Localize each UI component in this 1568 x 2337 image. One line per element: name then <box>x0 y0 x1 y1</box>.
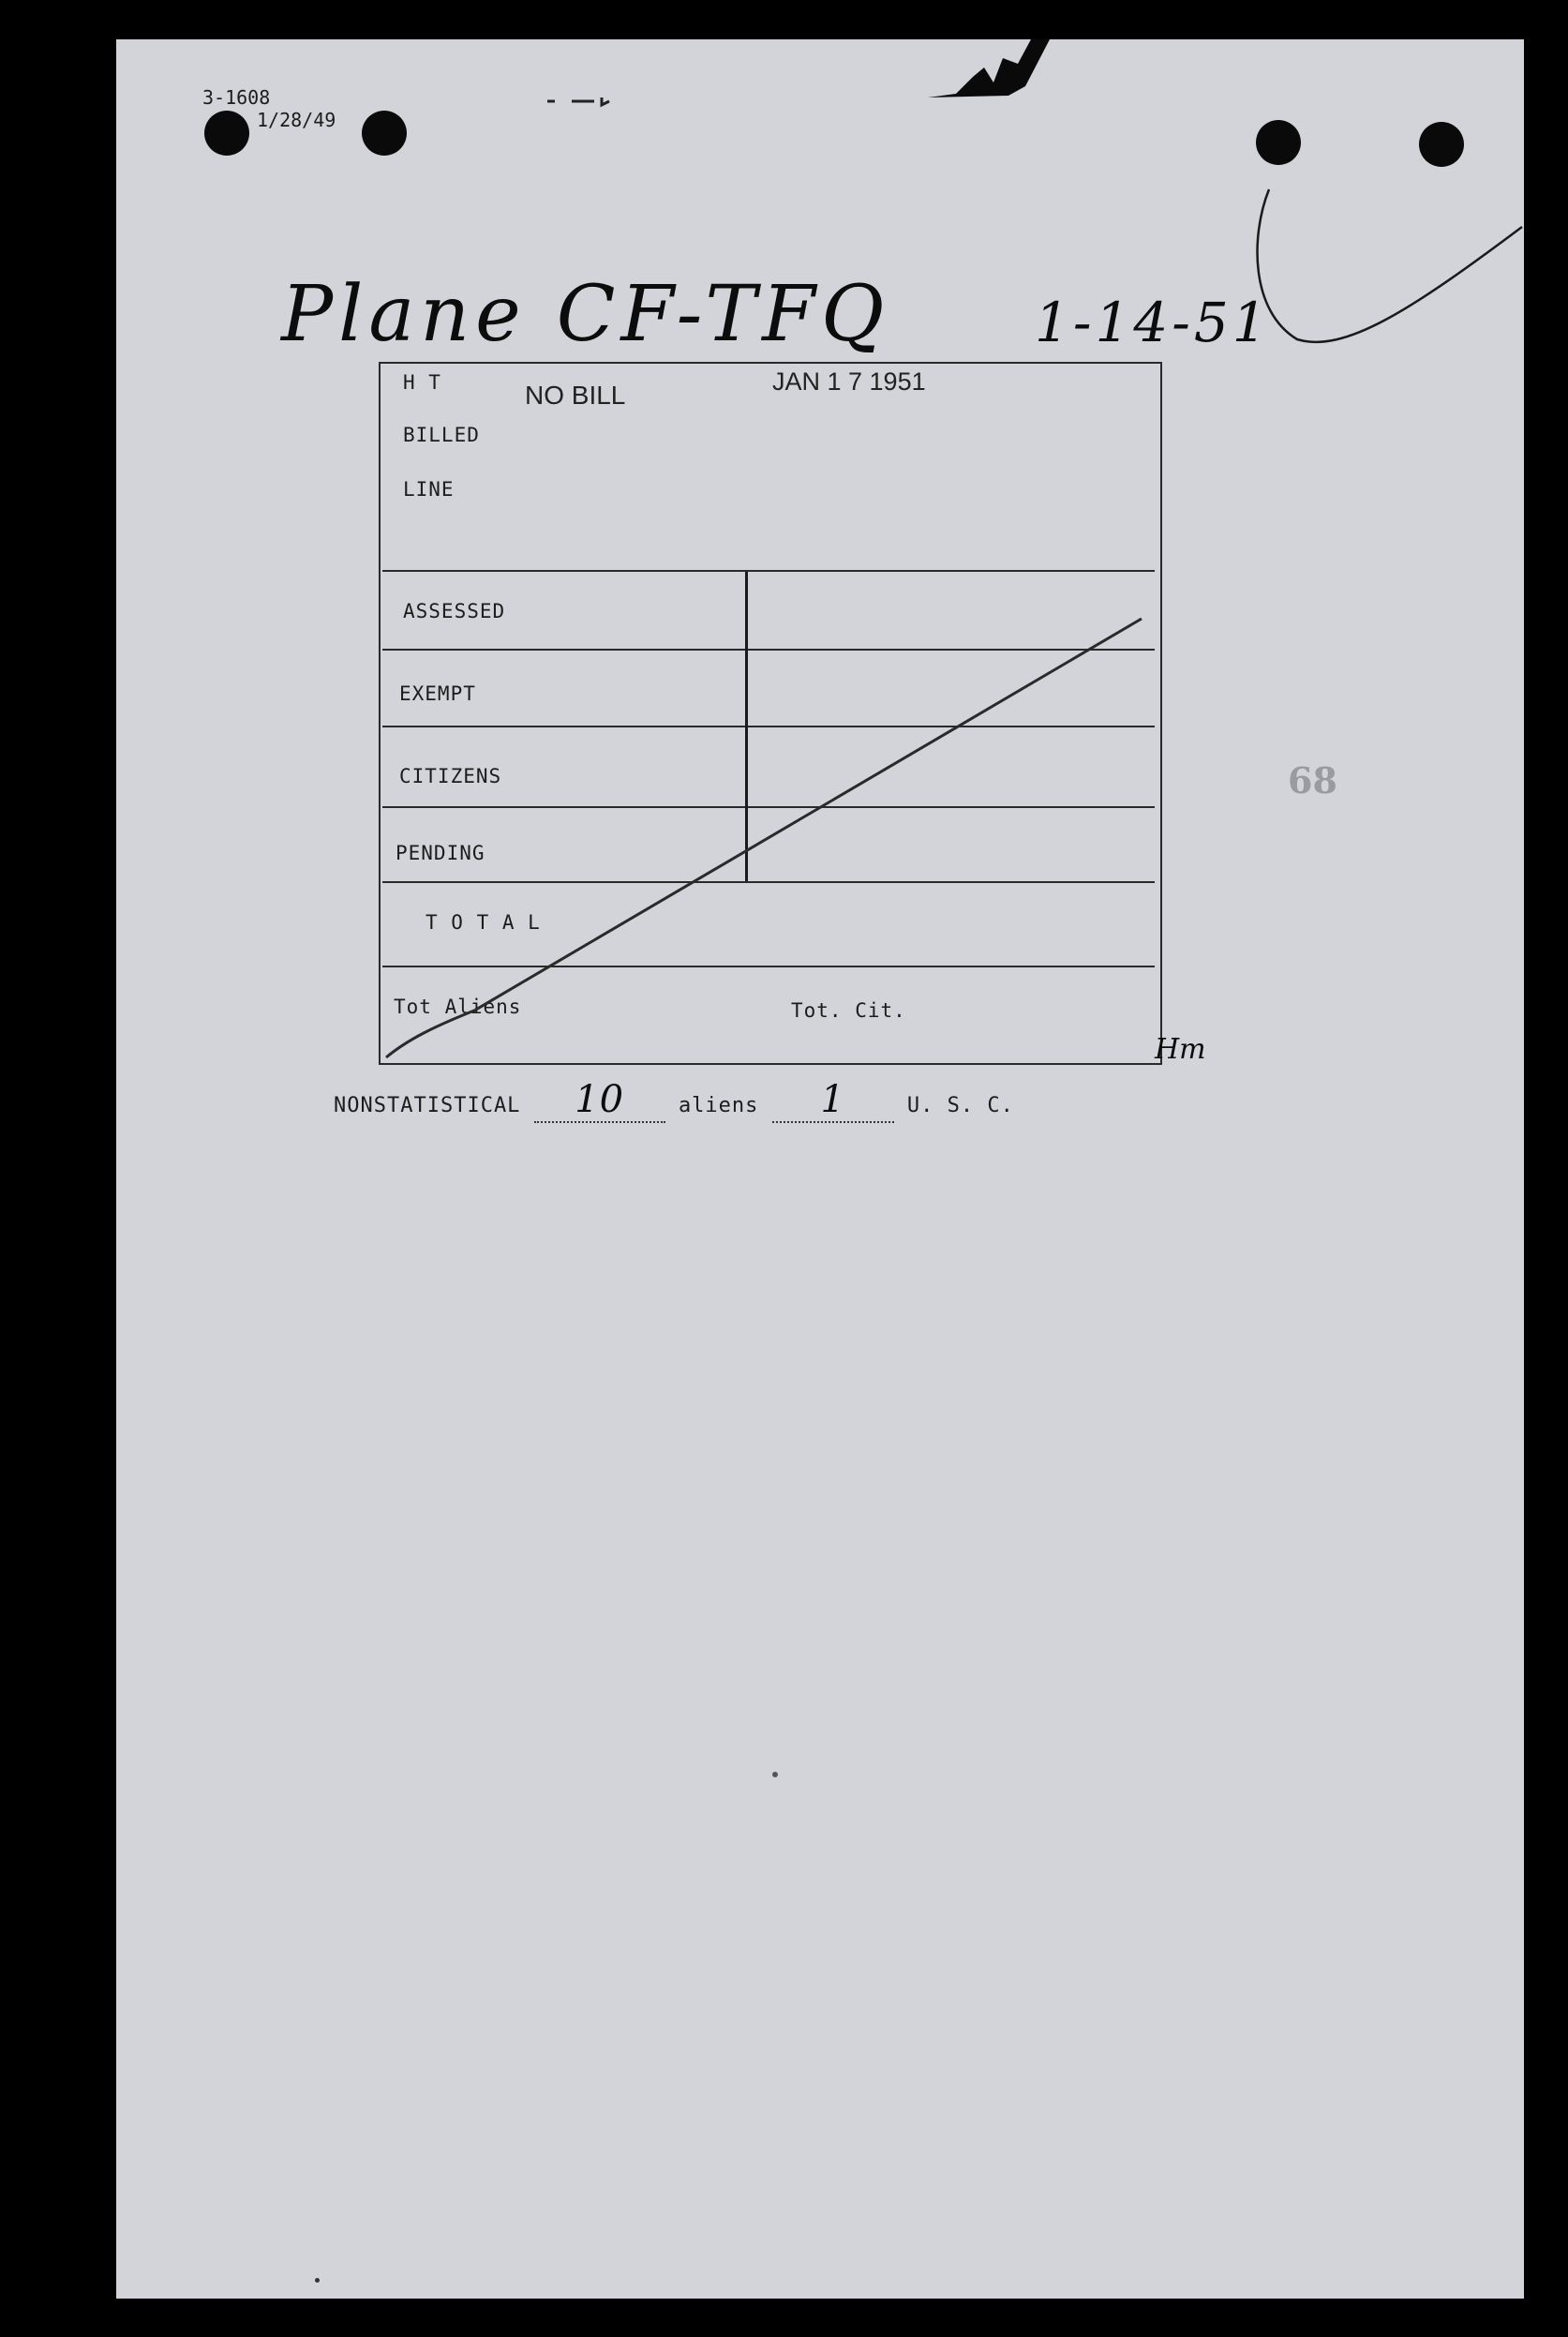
punch-hole <box>1419 122 1464 167</box>
cross-out-line <box>381 364 1160 1063</box>
reference-number: 3-1608 <box>202 86 271 109</box>
aliens-count-blank <box>534 1078 665 1123</box>
nonstatistical-line <box>334 1078 1014 1123</box>
punch-hole <box>1256 120 1301 165</box>
nonstatistical-label: NONSTATISTICAL <box>334 1094 521 1117</box>
billed-label: BILLED <box>403 424 480 446</box>
aliens-count: 10 <box>575 1078 625 1121</box>
line-label: LINE <box>403 478 455 501</box>
ht-label: H T <box>403 371 441 394</box>
usc-label: U. S. C. <box>906 1094 1014 1117</box>
total-label: T O T A L <box>426 911 541 934</box>
typewriter-marks <box>538 92 650 111</box>
no-bill-stamp: NO BILL <box>525 381 626 410</box>
usc-count-blank <box>772 1078 894 1123</box>
plane-identifier: Plane CF-TFQ <box>281 270 890 359</box>
pending-label: PENDING <box>396 842 485 864</box>
exempt-label: EXEMPT <box>399 682 476 705</box>
assessed-label: ASSESSED <box>403 600 506 622</box>
punch-hole <box>362 111 407 156</box>
handwritten-date: 1-14-51 <box>1035 291 1271 354</box>
initials: Hm <box>1155 1033 1206 1066</box>
statistics-form <box>379 362 1162 1065</box>
tot-cit-label: Tot. Cit. <box>791 999 906 1022</box>
tot-aliens-label: Tot Aliens <box>394 996 522 1018</box>
document-page <box>116 39 1524 2299</box>
stray-dot <box>315 2278 320 2283</box>
aliens-label: aliens <box>678 1094 759 1117</box>
citizens-label: CITIZENS <box>399 765 502 787</box>
date-stamp: JAN 1 7 1951 <box>772 367 926 396</box>
punch-hole <box>204 111 249 156</box>
torn-edge-mark <box>928 39 1059 105</box>
page-number: 68 <box>1288 759 1337 801</box>
reference-date: 1/28/49 <box>257 109 336 131</box>
stray-dot <box>772 1772 778 1777</box>
usc-count: 1 <box>820 1078 845 1121</box>
pen-stroke <box>1241 171 1524 358</box>
